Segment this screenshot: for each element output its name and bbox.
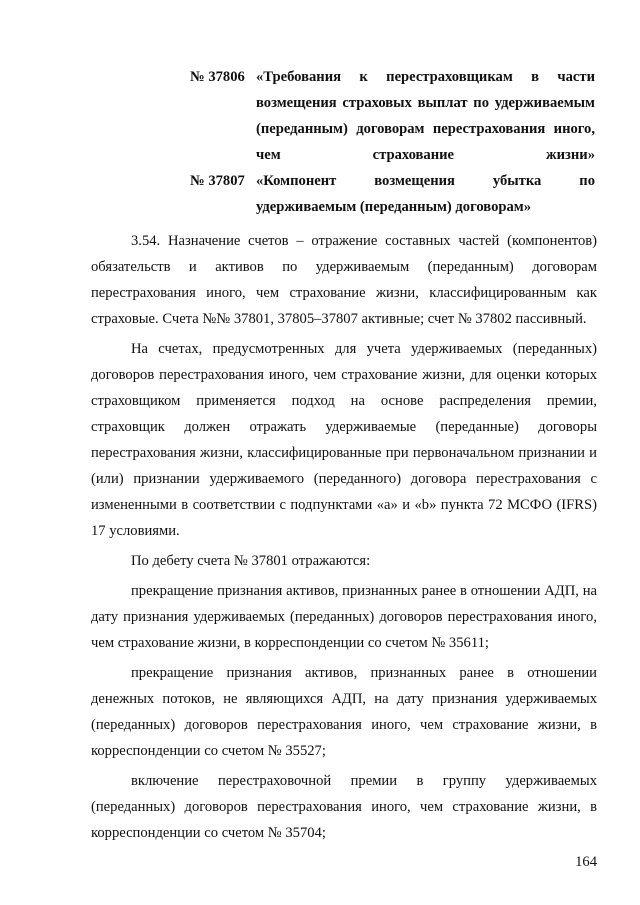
account-number: № 37806: [190, 69, 245, 85]
page-number: 164: [575, 854, 597, 870]
account-list: [190, 64, 595, 220]
paragraph: На счетах, предусмотренных для учета удерживаемых (переданных) договоров перестрахования иного, чем страхование жизни, для оценки которых страховщиком применяется подход на основе распределения премии, страховщик должен отражать удерживаемые (переданные) договоры перестрахования жизни, классифицированные при первоначальном признании и (или) признании удерживаемого (переданного) договора перестрахования с измененными в соответствии с подпунктами «а» и «b» пункта 72 МСФО (IFRS) 17 условиями.: [91, 341, 597, 539]
account-title: «Компонент возмещения убытка по удерживаемым (переданным) договорам»: [256, 173, 595, 215]
paragraph: 3.54. Назначение счетов – отражение составных частей (компонентов) обязательств и активов по удерживаемым (переданным) договорам перестрахования иного, чем страхование жизни, классифицированным как страховые. Счета №№ 37801, 37805–37807 активные; счет № 37802 пассивный.: [91, 233, 597, 327]
paragraph: включение перестраховочной премии в группу удерживаемых (переданных) договоров перестрахования иного, чем страхование жизни, в корреспонденции со счетом № 35704;: [91, 773, 597, 841]
account-entry-37807: [190, 168, 595, 220]
paragraph: прекращение признания активов, признанных ранее в отношении АДП, на дату признания удерживаемых (переданных) договоров перестрахования иного, чем страхование жизни, в корреспонденции со счетом № 35611;: [91, 583, 597, 651]
document-body: [91, 228, 597, 846]
paragraph: прекращение признания активов, признанных ранее в отношении денежных потоков, не являющихся АДП, на дату признания удерживаемых (переданных) договоров перестрахования иного, чем страхование жизни, в корреспонденции со счетом № 35527;: [91, 665, 597, 759]
account-title: «Требования к перестраховщикам в части возмещения страховых выплат по удерживаемым (переданным) договорам перестрахования иного, чем страхование жизни»: [256, 69, 595, 163]
account-entry-37806: [190, 64, 595, 168]
account-number: № 37807: [190, 173, 245, 189]
paragraph: По дебету счета № 37801 отражаются:: [131, 553, 371, 569]
